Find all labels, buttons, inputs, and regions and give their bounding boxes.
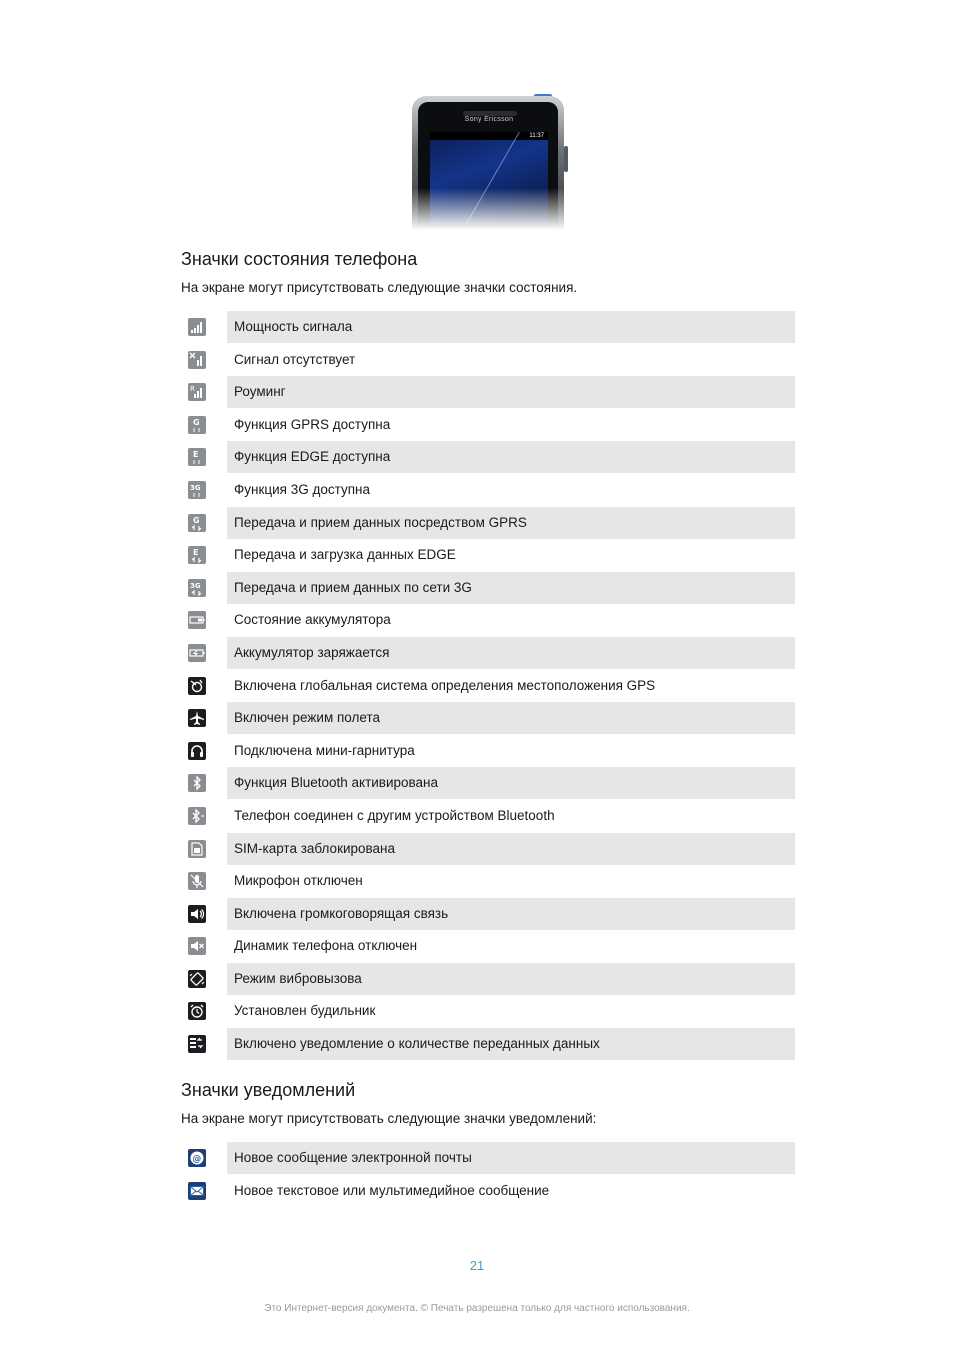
row-label: Микрофон отключен (234, 873, 363, 889)
table-row (181, 702, 795, 735)
notification-section-intro: На экране могут присутствовать следующие значки уведомлений: (181, 1111, 597, 1126)
headset-icon (188, 742, 206, 760)
row-label: SIM-карта заблокирована (227, 833, 795, 865)
row-label: Функция GPRS доступна (234, 416, 391, 432)
row-label: Новое текстовое или мультимедийное сообщение (234, 1182, 550, 1198)
no-signal-icon (188, 351, 206, 369)
table-row (181, 474, 795, 507)
row-label: Включена громкоговорящая связь (227, 898, 795, 930)
notification-icon-table (181, 1142, 795, 1207)
table-row (181, 409, 795, 442)
data-traffic-icon (188, 1035, 206, 1053)
page-number: 21 (469, 1258, 485, 1273)
table-row (181, 572, 795, 605)
row-label: Функция EDGE доступна (227, 441, 795, 473)
svg-text:E: E (193, 548, 199, 558)
status-section-intro: На экране могут присутствовать следующие значки состояния. (181, 280, 578, 295)
table-row (181, 995, 795, 1028)
table-row (181, 604, 795, 637)
speaker-muted-icon (188, 937, 206, 955)
table-row (181, 441, 795, 474)
edge-available-icon (188, 448, 206, 466)
table-row (181, 539, 795, 572)
svg-text:R: R (190, 385, 195, 394)
row-label: Функция Bluetooth активирована (227, 767, 795, 799)
message-icon (188, 1182, 206, 1200)
table-row (181, 767, 795, 800)
battery-icon (188, 611, 206, 629)
table-row (181, 637, 795, 670)
table-row (181, 930, 795, 963)
vibrate-icon (188, 970, 206, 988)
row-label: Передача и загрузка данных EDGE (234, 547, 456, 563)
row-label: Передача и прием данных по сети 3G (227, 572, 795, 604)
svg-text:G: G (193, 417, 200, 427)
row-label: Аккумулятор заряжается (227, 637, 795, 669)
bluetooth-icon (188, 774, 206, 792)
table-row (181, 800, 795, 833)
table-row (181, 1028, 795, 1061)
gps-icon (188, 677, 206, 695)
row-label: Подключена мини-гарнитура (234, 742, 415, 758)
svg-text:3G: 3G (190, 581, 201, 590)
table-row (181, 963, 795, 996)
row-label: Состояние аккумулятора (234, 612, 391, 628)
row-label: Телефон соединен с другим устройством Bluetooth (234, 807, 555, 823)
row-label: Включен режим полета (227, 702, 795, 734)
speakerphone-icon (188, 905, 206, 923)
table-row (181, 1175, 795, 1208)
edge-transfer-icon (188, 546, 206, 564)
svg-text:G: G (193, 515, 200, 525)
alarm-icon (188, 1002, 206, 1020)
row-label: Включено уведомление о количестве переданных данных (227, 1028, 795, 1060)
row-label: Сигнал отсутствует (234, 351, 356, 367)
table-row (181, 311, 795, 344)
footer-note: Это Интернет-версия документа. © Печать разрешена только для частного использования. (264, 1303, 690, 1314)
notification-section-title: Значки уведомлений (181, 1080, 356, 1100)
airplane-mode-icon (188, 709, 206, 727)
phone-statusbar (430, 132, 548, 140)
battery-charging-icon (188, 644, 206, 662)
row-label: Установлен будильник (234, 1003, 376, 1019)
email-icon (188, 1149, 206, 1167)
mic-muted-icon (188, 872, 206, 890)
status-icon-table (181, 311, 795, 1061)
bluetooth-connected-icon (188, 807, 206, 825)
row-label: Функция 3G доступна (234, 481, 370, 497)
table-row (181, 833, 795, 866)
sim-locked-icon (188, 840, 206, 858)
svg-text:@: @ (192, 1154, 202, 1165)
phone-fade (410, 188, 568, 230)
row-label: Передача и прием данных посредством GPRS (227, 507, 795, 539)
3g-transfer-icon (188, 579, 206, 597)
3g-available-icon (188, 481, 206, 499)
table-row (181, 1142, 795, 1175)
table-row (181, 507, 795, 540)
row-label: Динамик телефона отключен (234, 938, 418, 954)
table-row (181, 735, 795, 768)
table-row (181, 865, 795, 898)
row-label: Новое сообщение электронной почты (227, 1142, 795, 1174)
gprs-available-icon (188, 416, 206, 434)
row-label: Включена глобальная система определения местоположения GPS (234, 677, 656, 693)
phone-brand: Sony Ericsson (464, 116, 514, 123)
phone-clock: 11:37 (529, 133, 544, 139)
row-label: Роуминг (227, 376, 795, 408)
row-label: Режим вибровызова (227, 963, 795, 995)
table-row (181, 670, 795, 703)
table-row (181, 344, 795, 377)
svg-text:E: E (193, 450, 199, 460)
gprs-transfer-icon (188, 514, 206, 532)
roaming-icon (188, 383, 206, 401)
phone-illustration (412, 96, 566, 230)
table-row (181, 898, 795, 931)
phone-side-button (564, 146, 568, 172)
status-section-title: Значки состояния телефона (181, 249, 418, 269)
row-label: Мощность сигнала (227, 311, 795, 343)
signal-strength-icon (188, 318, 206, 336)
svg-text:3G: 3G (190, 483, 201, 492)
table-row (181, 376, 795, 409)
